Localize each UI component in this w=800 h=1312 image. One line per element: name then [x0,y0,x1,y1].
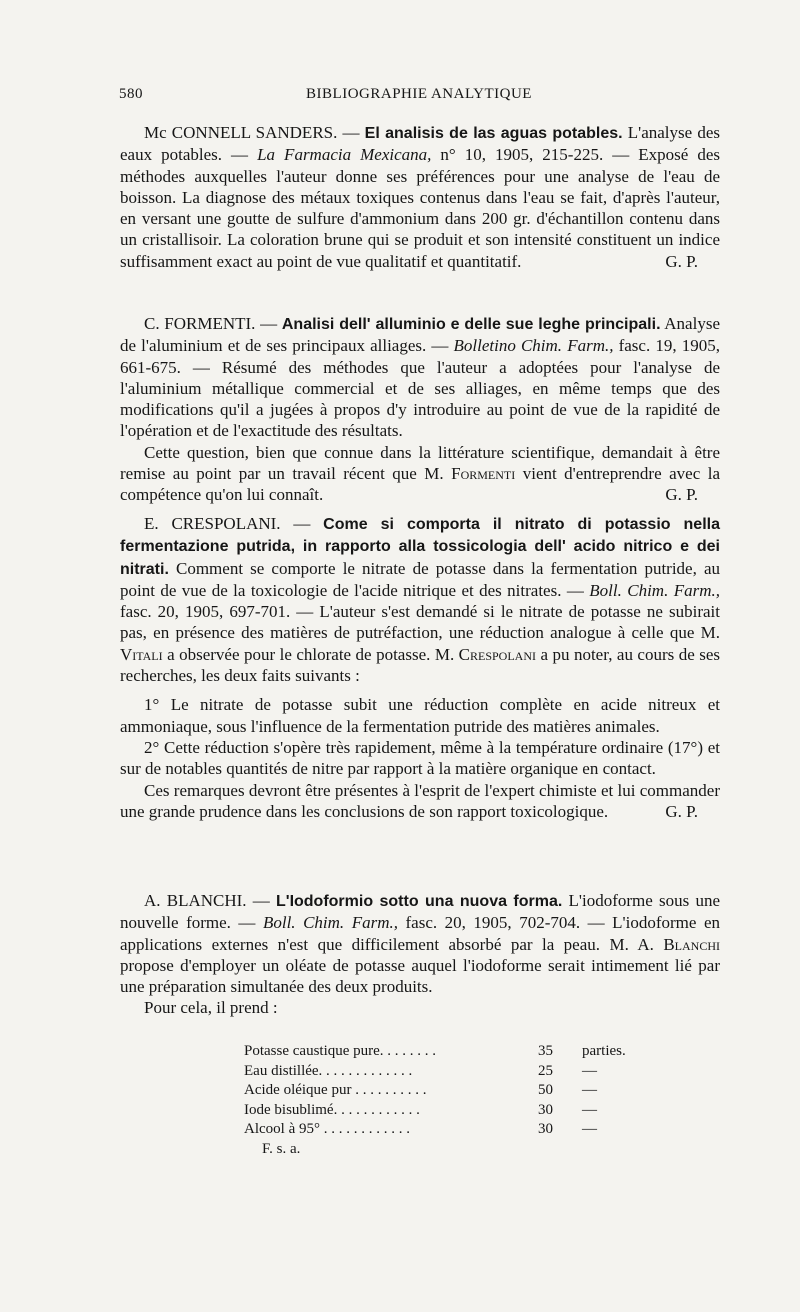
entry-paragraph [120,442,720,506]
entry-text: a observée pour le chlorate de potasse. M. [162,644,459,664]
entry-text: L'iodoforme sous une nouvelle forme. — [120,891,720,933]
recipe-row [244,1062,634,1082]
entry-text: Comment se comporte le nitrate de potasse dans la fermentation putride, au point de vue de la toxicologie de l'acide nitrique et des nitrates. — [120,558,720,600]
entry-title: Come si comporta il nitrato di potassio nella fermentazione putrida, in rapporto alla tossicologia dell' acido nitrico e dei nitrati. [120,516,720,578]
ingredient-quantity: 35 [538,1043,553,1059]
ingredient-quantity: 50 [538,1082,553,1098]
entry-text: L'analyse des eaux potables. — [120,123,720,165]
entry-paragraph [120,513,720,686]
recipe-list [244,1042,634,1159]
ingredient-name: Eau distillée. . . . . . . . . . . . . [244,1062,413,1079]
entry-author: Mc CONNELL SANDERS. — [144,123,365,142]
ingredient-quantity: 30 [538,1101,553,1118]
signature: G. P. [665,801,698,821]
ingredient-unit: parties. [582,1043,626,1059]
entry-paragraph [120,890,720,997]
ingredient-unit: — [582,1121,597,1137]
entry-sanders [120,122,720,272]
entry-text: vient d'entreprendre avec la compétence qu'on lui connaît. [120,464,720,505]
entry-text: Cette question, bien que connue dans la littérature scientifique, demandait à être remise au point par un travail récent que M. [120,442,720,484]
entry-paragraph [120,122,720,272]
entry-text: propose d'employer un oléate de potasse auquel l'iodoforme serait intimement lié par une préparation simultanée des deux produits. [120,955,720,997]
signature: G. P. [665,251,698,271]
entry-crespolani [120,513,720,822]
person-name: Vitali [120,644,163,664]
entry-paragraph: 2° Cette réduction s'opère très rapidement, même à la température ordinaire (17°) et sur de notables quantités de nitre par rapport à la matière organique en contact. [120,737,720,779]
person-name: Formenti [451,464,516,484]
entry-formenti [120,313,720,506]
entry-text: fasc. 20, 1905, 697-701. — L'auteur s'est demandé si le nitrate de potasse ne subirait pas, en présence des matières de putréfaction, une réduction analogue à celle que M. [120,602,720,643]
page-number: 580 [119,86,143,102]
ingredient-name: Alcool à 95° . . . . . . . . . . . . [244,1121,410,1137]
entry-text: Analyse de l'aluminium et de ses principaux alliages. — [120,314,720,356]
recipe-row [244,1042,634,1062]
journal-name: La Farmacia Mexicana, [257,145,432,165]
entry-paragraph [120,313,720,442]
signature: G. P. [665,485,698,505]
entry-author: E. CRESPOLANI. — [144,514,324,533]
journal-name: Boll. Chim. Farm., [262,913,398,933]
recipe-row [244,1101,634,1121]
journal-name: Bolletino Chim. Farm., [453,336,614,356]
ingredient-quantity: 25 [538,1062,553,1079]
entry-title: El analisis de las aguas potables. [364,125,623,142]
ingredient-unit: — [582,1082,597,1098]
ingredient-name: Acide oléique pur . . . . . . . . . . [244,1082,427,1098]
person-name: Blanchi [663,934,720,954]
person-name: Crespolani [458,644,537,664]
entry-text: a pu noter, au cours de ses recherches, les deux faits suivants : [120,644,720,686]
ingredient-name: Iode bisublimé. . . . . . . . . . . . [244,1101,420,1118]
entry-title: L'Iodoformio sotto una nuova forma. [275,893,563,910]
entry-author: A. BLANCHI. — [144,891,276,910]
journal-name: Boll. Chim. Farm., [589,580,721,600]
entry-paragraph: Pour cela, il prend : [144,998,278,1018]
entry-text: fasc. 20, 1905, 702-704. — L'iodoforme en applications externes n'est que difficilement absorbé par la peau. M. A. [120,913,720,954]
entry-author: C. FORMENTI. — [144,314,282,333]
entry-paragraph: 1° Le nitrate de potasse subit une réduction complète en acide nitreux et ammoniaque, sous l'influence de la fermentation putride des matières animales. [120,695,720,736]
entry-title: Analisi dell' alluminio e delle sue leghe principali. [281,316,661,333]
entry-blanchi [120,890,720,1019]
ingredient-unit: — [582,1062,597,1079]
entry-text: n° 10, 1905, 215-225. — Exposé des méthodes auxquelles l'auteur donne ses préférences pour une analyse de l'eau de boisson. La diagnose des métaux toxiques contenus dans l'eau se fait, d'après l'auteur, en versant une goutte de sulfure d'ammonium dans 200 gr. d'échantillon contenu dans un cristallisoir. La coloration brune qui se produit et son intensité constituent un indice suffisamment exact au point de vue qualitatif et quantitatif. [120,145,720,271]
entry-text: Ces remarques devront être présentes à l'esprit de l'expert chimiste et lui commander une grande prudence dans les conclusions de son rapport toxicologique. [120,780,720,821]
recipe-row [244,1081,634,1101]
ingredient-name: Potasse caustique pure. . . . . . . . [244,1043,437,1059]
entry-paragraph [120,780,720,823]
ingredient-quantity: 30 [538,1121,553,1137]
entry-text: fasc. 19, 1905, 661-675. — Résumé des méthodes que l'auteur a adoptées pour l'analyse de l'aluminium métallique commercial et de ses alliages, en même temps que des modifications qu'il a jugées à propos d'y introduire au point de vue de la rapidité de l'opération et de l'exactitude des résultats. [120,336,720,441]
recipe-row [244,1120,634,1140]
ingredient-unit: — [582,1101,597,1118]
running-title: BIBLIOGRAPHIE ANALYTIQUE [306,86,532,102]
recipe-footer: F. s. a. [262,1140,301,1157]
